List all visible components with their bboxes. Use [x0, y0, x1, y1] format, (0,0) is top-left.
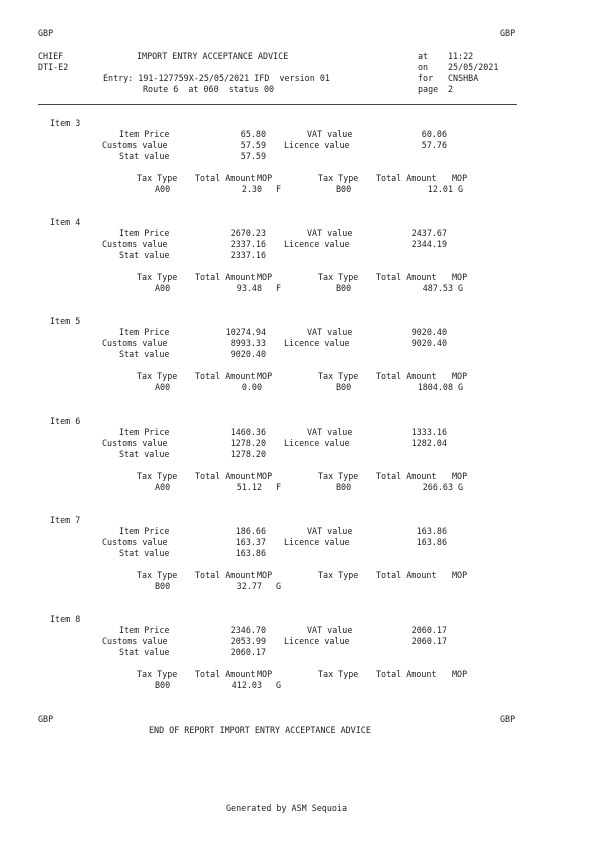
stat-value: 9020.40: [230, 349, 266, 360]
item-price-value: 65.80: [240, 129, 266, 139]
tax-type-1: B00: [155, 580, 171, 591]
currency-left: GBP: [38, 28, 54, 38]
mop-header: MOP: [257, 569, 273, 580]
total-amount-header: Total Amount: [376, 272, 437, 283]
for-label: for: [418, 73, 434, 83]
tax-type-2: B00: [336, 481, 352, 492]
tax-type-1: A00: [155, 481, 171, 492]
tax-amount-1: 412.03: [231, 680, 262, 690]
item-price-value: 2670.23: [230, 228, 266, 239]
stat-value: 163.86: [235, 547, 266, 558]
end-of-report: END OF REPORT IMPORT ENTRY ACCEPTANCE ADVICE: [149, 725, 371, 735]
customs-value: 163.37: [235, 536, 266, 547]
tax-type-header: Tax Type: [137, 669, 178, 679]
item-price-label: Item Price: [119, 426, 170, 437]
report-time: 11:22: [448, 51, 474, 61]
vat-value-label: VAT value: [307, 426, 353, 437]
customs-value-label: Customs value: [102, 437, 168, 448]
total-amount-header: Total Amount: [376, 669, 437, 679]
stat-value-label: Stat value: [119, 349, 170, 360]
mop-header: MOP: [257, 669, 273, 679]
licence-value: 163.86: [416, 536, 447, 547]
item-label: Item 8: [50, 614, 81, 624]
tax-type-header: Tax Type: [318, 272, 359, 283]
page-number: 2: [448, 84, 454, 94]
total-amount-header: Total Amount: [376, 173, 437, 183]
tax-amount-1: 0.00: [241, 382, 262, 393]
vat-value-label: VAT value: [307, 327, 353, 338]
mop-header: MOP: [452, 173, 468, 183]
item-price-label: Item Price: [119, 228, 170, 239]
item-price-value: 1460.36: [230, 426, 266, 437]
mop-header: MOP: [452, 371, 468, 382]
licence-value: 2060.17: [411, 636, 447, 646]
route-line: Route 6 at 060 status 00: [143, 84, 275, 94]
stat-value-label: Stat value: [119, 250, 170, 261]
item-price-label: Item Price: [119, 129, 170, 139]
licence-value: 57.76: [421, 140, 447, 150]
customs-value: 2337.16: [230, 239, 266, 250]
total-amount-header: Total Amount: [195, 569, 256, 580]
stat-value: 2337.16: [230, 250, 266, 261]
tax-mop-2: G: [458, 184, 464, 194]
vat-value: 2437.67: [411, 228, 447, 239]
licence-value: 1282.04: [411, 437, 447, 448]
total-amount-header: Total Amount: [195, 470, 256, 481]
item-block: [0, 416, 595, 516]
mop-header: MOP: [257, 371, 273, 382]
tax-type-1: B00: [155, 680, 171, 690]
item-label: Item 4: [50, 217, 81, 228]
tax-mop-1: F: [276, 283, 282, 294]
vat-value: 60.06: [421, 129, 447, 139]
vat-value: 163.86: [416, 525, 447, 536]
customs-value-label: Customs value: [102, 140, 168, 150]
tax-mop-1: G: [276, 580, 282, 591]
stat-value-label: Stat value: [119, 547, 170, 558]
licence-value-label: Licence value: [284, 140, 350, 150]
tax-mop-1: F: [276, 184, 282, 194]
time-label: at: [418, 51, 429, 61]
customs-value-label: Customs value: [102, 536, 168, 547]
tax-amount-2: 12.01: [427, 184, 453, 194]
tax-type-2: B00: [336, 382, 352, 393]
vat-value: 1333.16: [411, 426, 447, 437]
header-divider: [38, 104, 517, 105]
item-price-label: Item Price: [119, 625, 170, 635]
item-label: Item 5: [50, 316, 81, 327]
tax-amount-1: 93.48: [236, 283, 262, 294]
item-label: Item 6: [50, 415, 81, 426]
generated-by: Generated by ASM Sequoia: [226, 803, 348, 813]
licence-value: 9020.40: [411, 338, 447, 349]
system-name: CHIEF: [38, 51, 64, 61]
tax-type-header: Tax Type: [137, 371, 178, 382]
item-label: Item 7: [50, 514, 81, 525]
date-label: on: [418, 62, 429, 72]
tax-amount-2: 487.53: [422, 283, 453, 294]
licence-value-label: Licence value: [284, 437, 350, 448]
tax-type-header: Tax Type: [318, 569, 359, 580]
unit-code: DTI-E2: [38, 62, 69, 72]
footer-currency-right: GBP: [500, 714, 516, 724]
licence-value-label: Licence value: [284, 338, 350, 349]
stat-value-label: Stat value: [119, 448, 170, 459]
tax-type-header: Tax Type: [137, 272, 178, 283]
tax-amount-1: 51.12: [236, 481, 262, 492]
tax-amount-2: 266.63: [422, 481, 453, 492]
mop-header: MOP: [257, 173, 273, 183]
total-amount-header: Total Amount: [195, 173, 256, 183]
vat-value-label: VAT value: [307, 129, 353, 139]
item-price-value: 2346.70: [230, 625, 266, 635]
tax-mop-2: G: [458, 382, 464, 393]
stat-value-label: Stat value: [119, 151, 170, 161]
licence-value: 2344.19: [411, 239, 447, 250]
vat-value: 9020.40: [411, 327, 447, 338]
tax-type-header: Tax Type: [318, 669, 359, 679]
mop-header: MOP: [452, 272, 468, 283]
customs-value: 1278.20: [230, 437, 266, 448]
currency-right: GBP: [500, 28, 516, 38]
tax-amount-1: 32.77: [236, 580, 262, 591]
report-title: IMPORT ENTRY ACCEPTANCE ADVICE: [137, 51, 289, 61]
mop-header: MOP: [257, 470, 273, 481]
tax-type-header: Tax Type: [137, 569, 178, 580]
tax-type-header: Tax Type: [318, 173, 359, 183]
page-label: page: [418, 84, 439, 94]
stat-value-label: Stat value: [119, 647, 170, 657]
customs-value-label: Customs value: [102, 239, 168, 250]
item-label: Item 3: [50, 118, 81, 128]
tax-mop-2: G: [458, 481, 464, 492]
stat-value: 1278.20: [230, 448, 266, 459]
tax-type-1: A00: [155, 382, 171, 393]
stat-value: 57.59: [240, 151, 266, 161]
tax-mop-1: F: [276, 481, 282, 492]
item-price-value: 186.66: [235, 525, 266, 536]
customs-value-label: Customs value: [102, 338, 168, 349]
mop-header: MOP: [452, 569, 468, 580]
total-amount-header: Total Amount: [195, 669, 256, 679]
item-block: [0, 217, 595, 317]
item-block: [0, 316, 595, 416]
licence-value-label: Licence value: [284, 239, 350, 250]
tax-amount-1: 2.30: [241, 184, 262, 194]
customs-value-label: Customs value: [102, 636, 168, 646]
item-block: [0, 118, 595, 218]
tax-type-header: Tax Type: [318, 470, 359, 481]
tax-mop-2: G: [458, 283, 464, 294]
vat-value-label: VAT value: [307, 228, 353, 239]
report-date: 25/05/2021: [448, 62, 499, 72]
tax-type-2: B00: [336, 184, 352, 194]
total-amount-header: Total Amount: [195, 272, 256, 283]
tax-type-header: Tax Type: [318, 371, 359, 382]
tax-amount-2: 1804.08: [417, 382, 453, 393]
vat-value-label: VAT value: [307, 625, 353, 635]
tax-type-2: B00: [336, 283, 352, 294]
item-block: [0, 614, 595, 714]
item-price-label: Item Price: [119, 525, 170, 536]
licence-value-label: Licence value: [284, 536, 350, 547]
item-price-label: Item Price: [119, 327, 170, 338]
item-price-value: 10274.94: [225, 327, 266, 338]
total-amount-header: Total Amount: [376, 371, 437, 382]
tax-type-header: Tax Type: [137, 470, 178, 481]
tax-type-1: A00: [155, 184, 171, 194]
vat-value-label: VAT value: [307, 525, 353, 536]
tax-type-1: A00: [155, 283, 171, 294]
item-block: [0, 515, 595, 615]
total-amount-header: Total Amount: [376, 569, 437, 580]
customs-value: 2053.99: [230, 636, 266, 646]
footer-currency-left: GBP: [38, 714, 54, 724]
tax-mop-1: G: [276, 680, 282, 690]
customs-value: 8993.33: [230, 338, 266, 349]
total-amount-header: Total Amount: [195, 371, 256, 382]
mop-header: MOP: [452, 669, 468, 679]
vat-value: 2060.17: [411, 625, 447, 635]
mop-header: MOP: [257, 272, 273, 283]
for-value: CNSHBA: [448, 73, 479, 83]
licence-value-label: Licence value: [284, 636, 350, 646]
tax-type-header: Tax Type: [137, 173, 178, 183]
total-amount-header: Total Amount: [376, 470, 437, 481]
mop-header: MOP: [452, 470, 468, 481]
stat-value: 2060.17: [230, 647, 266, 657]
customs-value: 57.59: [240, 140, 266, 150]
entry-line: Entry: 191-127759X-25/05/2021 IFD version 01: [103, 73, 330, 83]
